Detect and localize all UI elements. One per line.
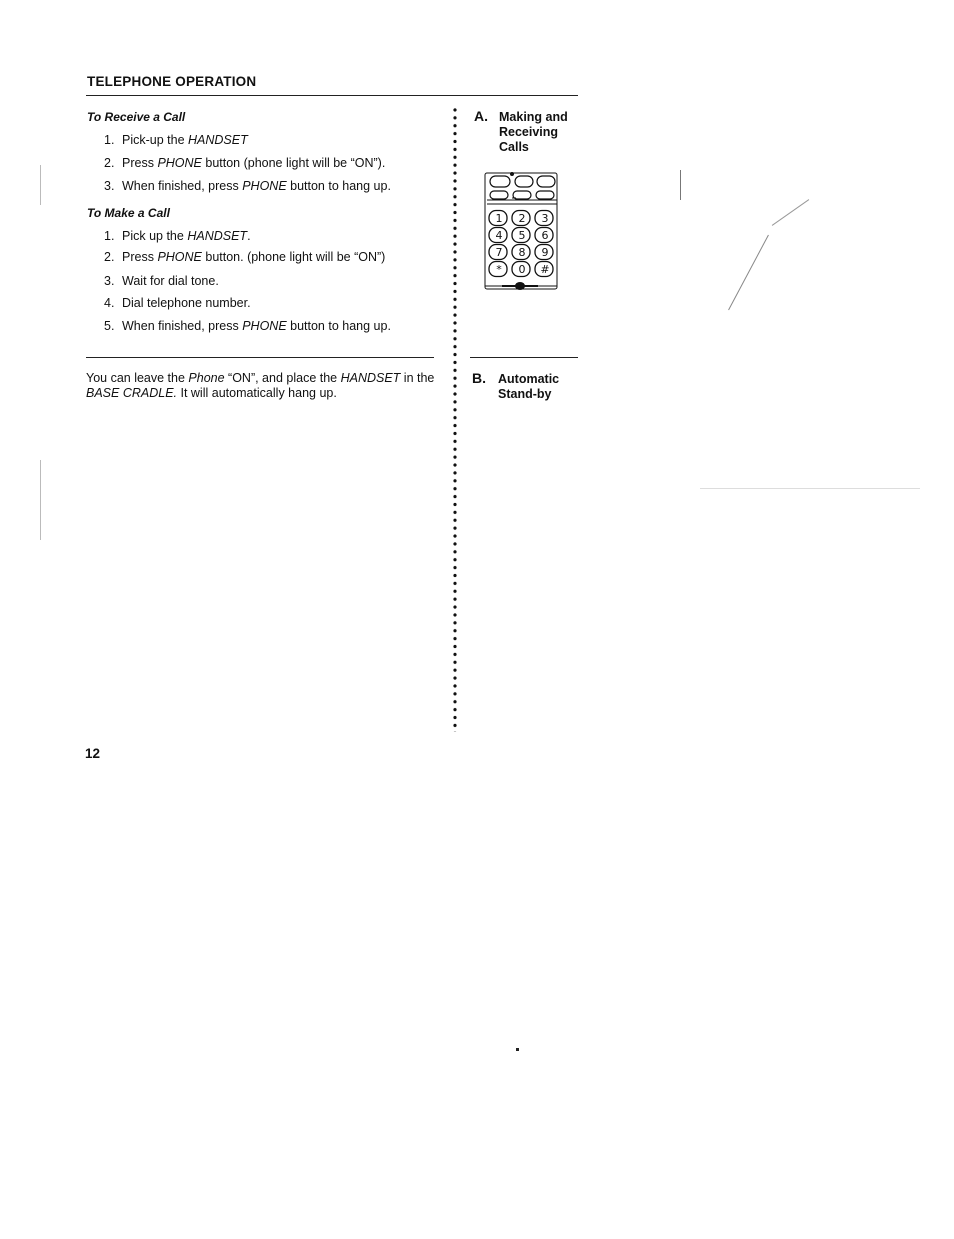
scan-speck xyxy=(728,235,769,311)
section-b-title xyxy=(498,372,559,402)
keypad-key-label: 8 xyxy=(518,246,526,259)
keypad-key xyxy=(512,228,530,243)
section-a-title-line: Making and xyxy=(499,110,568,124)
standby-emphasis: HANDSET xyxy=(340,371,401,385)
step-text: When finished, press xyxy=(122,179,243,193)
handset-keypad-illustration xyxy=(482,170,562,296)
keypad-key xyxy=(535,262,553,277)
step-text: Press xyxy=(122,250,158,264)
step-text-end: button. (phone light will be “ON”) xyxy=(201,250,386,264)
keypad-key-label: # xyxy=(540,263,550,276)
section-a-title-line: Receiving xyxy=(499,125,559,139)
step-number: 3. xyxy=(104,179,115,193)
step-number: 2. xyxy=(104,250,115,264)
section-b-title-line: Stand-by xyxy=(498,387,552,401)
step-number: 3. xyxy=(104,274,115,288)
standby-text: in the xyxy=(400,371,435,385)
keypad-key xyxy=(512,262,530,277)
keypad-key-label: 2 xyxy=(518,212,526,225)
keypad-key-label: 7 xyxy=(495,246,503,259)
page-number: 12 xyxy=(85,746,101,761)
make-step xyxy=(104,229,251,243)
standby-text: You can leave the xyxy=(86,371,189,385)
make-step xyxy=(104,296,251,310)
receive-step xyxy=(104,133,248,147)
page-title: TELEPHONE OPERATION xyxy=(87,74,257,89)
keypad-key-label: 1 xyxy=(495,212,503,225)
receive-step xyxy=(104,156,385,170)
step-text-end: button to hang up. xyxy=(286,179,391,193)
receive-step xyxy=(104,179,391,193)
scan-speck xyxy=(680,170,681,200)
section-b-letter: B. xyxy=(472,370,486,386)
standby-text: It will automatically hang up. xyxy=(177,386,337,400)
step-emphasis: HANDSET xyxy=(187,229,248,243)
step-emphasis: PHONE xyxy=(242,179,287,193)
step-text: Pick up the xyxy=(122,229,188,243)
keypad-key xyxy=(489,245,507,260)
scan-speck xyxy=(772,199,809,226)
keypad-key xyxy=(535,228,553,243)
section-rule-right xyxy=(470,357,578,358)
standby-emphasis: Phone xyxy=(188,371,225,385)
step-emphasis: PHONE xyxy=(157,156,202,170)
step-text-end: button (phone light will be “ON”). xyxy=(201,156,386,170)
step-number: 5. xyxy=(104,319,115,333)
step-text-end: . xyxy=(247,229,251,243)
standby-paragraph xyxy=(86,371,446,401)
header-rule xyxy=(86,95,578,96)
section-b-title-line: Automatic xyxy=(498,372,560,386)
step-emphasis: HANDSET xyxy=(188,133,248,147)
keypad-key-label: 5 xyxy=(518,229,526,242)
keypad-key-label: 3 xyxy=(541,212,549,225)
step-number: 4. xyxy=(104,296,115,310)
standby-text: “ON”, and place the xyxy=(224,371,341,385)
make-step xyxy=(104,274,219,288)
make-step xyxy=(104,319,391,333)
step-text-end: button to hang up. xyxy=(286,319,391,333)
step-number: 1. xyxy=(104,229,115,243)
keypad-key xyxy=(489,262,507,277)
step-text: Wait for dial tone. xyxy=(122,274,219,288)
keypad-key-label: 6 xyxy=(541,229,549,242)
scan-speck xyxy=(40,460,41,540)
keypad-key xyxy=(489,228,507,243)
receive-heading: To Receive a Call xyxy=(87,110,186,124)
step-emphasis: PHONE xyxy=(157,250,202,264)
step-text: Pick-up the xyxy=(122,133,189,147)
scan-speck xyxy=(700,488,920,489)
make-heading: To Make a Call xyxy=(87,206,170,220)
step-text: When finished, press xyxy=(122,319,243,333)
step-emphasis: PHONE xyxy=(242,319,287,333)
step-text: Dial telephone number. xyxy=(122,296,251,310)
step-number: 2. xyxy=(104,156,115,170)
step-number: 1. xyxy=(104,133,115,147)
keypad-key-label: 9 xyxy=(541,246,549,259)
keypad-key xyxy=(535,211,553,226)
make-step xyxy=(104,250,385,264)
section-a-title-line: Calls xyxy=(499,140,529,154)
dotted-separator xyxy=(452,106,458,732)
keypad-key xyxy=(512,211,530,226)
keypad-key xyxy=(535,245,553,260)
keypad-key-label: 0 xyxy=(518,263,526,276)
keypad-key xyxy=(489,211,507,226)
step-text: Press xyxy=(122,156,158,170)
standby-emphasis: BASE CRADLE. xyxy=(86,386,178,400)
keypad-key-label: * xyxy=(496,263,502,276)
keypad-key xyxy=(512,245,530,260)
section-a-title xyxy=(499,110,568,155)
section-a-letter: A. xyxy=(474,108,488,124)
scan-speck xyxy=(516,1048,519,1051)
keypad-key-label: 4 xyxy=(495,229,503,242)
section-rule-left xyxy=(86,357,434,358)
scan-speck xyxy=(40,165,41,205)
